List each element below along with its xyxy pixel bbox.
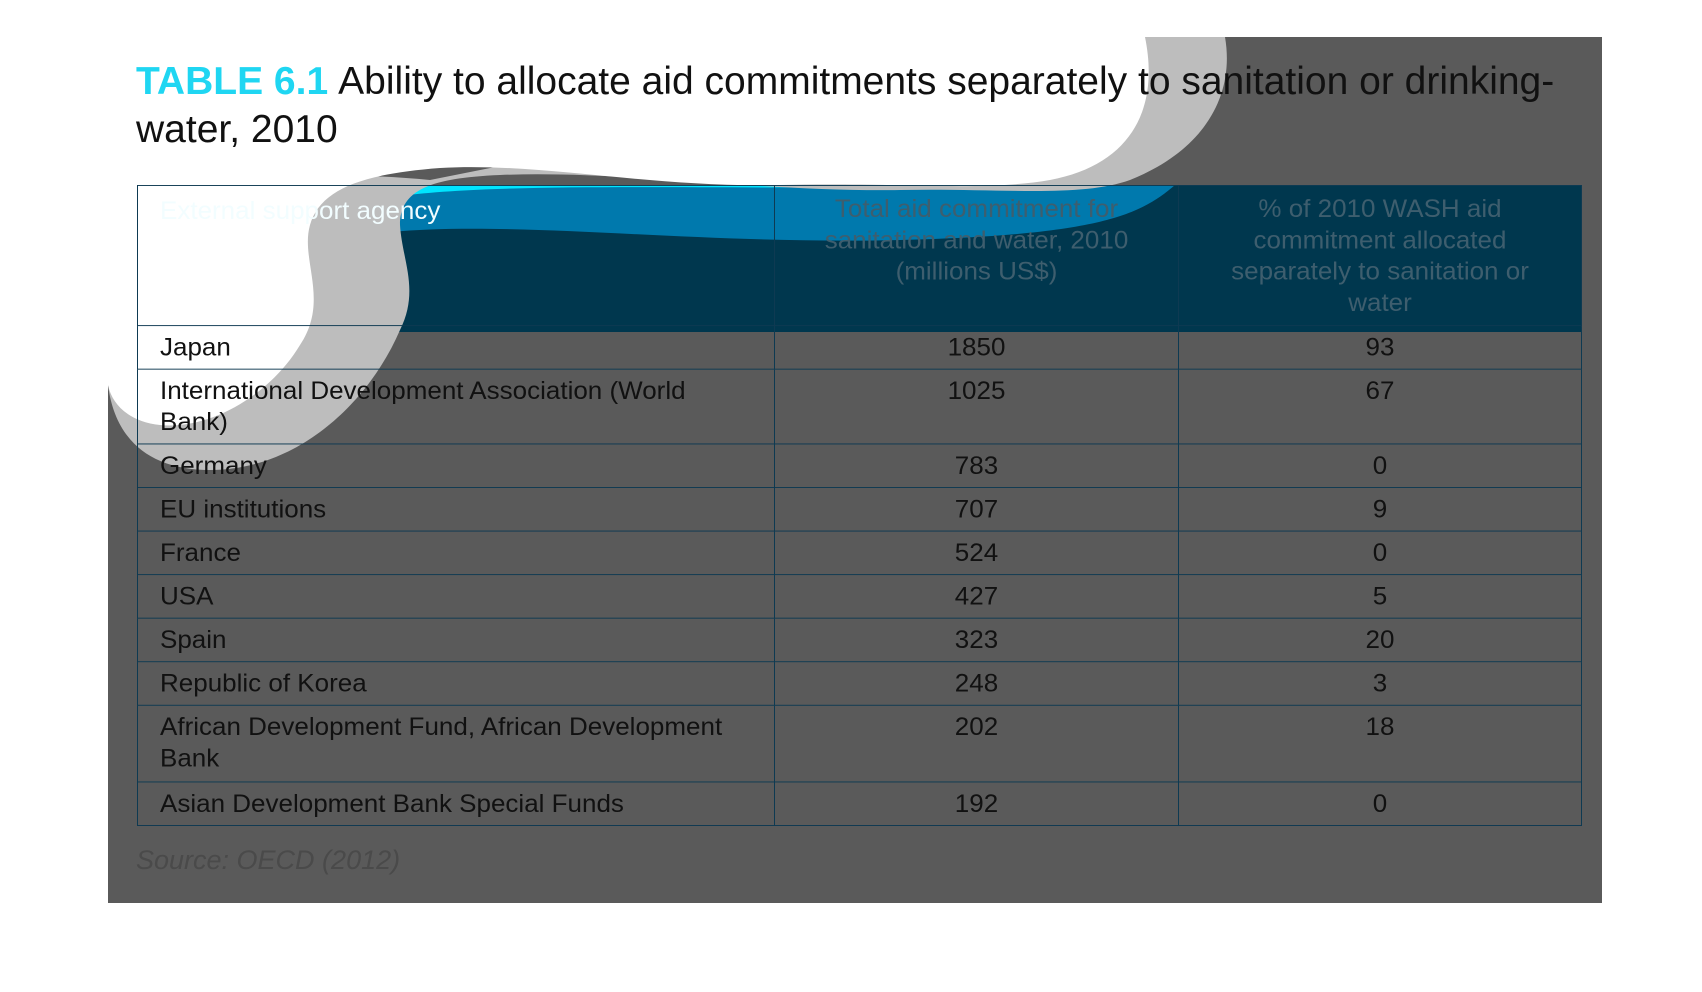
agency-cell: Germany	[138, 444, 775, 488]
total-aid-cell: 783	[775, 444, 1179, 488]
total-aid-cell: 1025	[775, 369, 1179, 444]
table-row	[138, 662, 1582, 706]
total-aid-cell: 202	[775, 705, 1179, 782]
agency-cell: Asian Development Bank Special Funds	[138, 782, 775, 826]
table-number: TABLE 6.1	[136, 60, 329, 103]
table-row	[138, 444, 1582, 488]
header-agency: External support agency	[138, 185, 775, 325]
table-caption: Ability to allocate aid commitments separately to sanitation or drinking-water, 2010	[136, 60, 1555, 151]
agency-cell: Japan	[138, 326, 775, 370]
total-aid-cell: 248	[775, 662, 1179, 706]
percent-cell: 3	[1179, 662, 1582, 706]
table-title	[136, 58, 1586, 154]
total-aid-cell: 707	[775, 488, 1179, 532]
percent-cell: 93	[1179, 326, 1582, 370]
percent-cell: 67	[1179, 369, 1582, 444]
agency-cell: EU institutions	[138, 488, 775, 532]
percent-cell: 0	[1179, 782, 1582, 826]
total-aid-cell: 1850	[775, 326, 1179, 370]
table-row	[138, 531, 1582, 575]
agency-cell: International Development Association (World Bank)	[138, 369, 775, 444]
total-aid-cell: 427	[775, 575, 1179, 619]
agency-cell: Republic of Korea	[138, 662, 775, 706]
agency-cell: African Development Fund, African Development Bank	[138, 705, 775, 782]
table-row	[138, 326, 1582, 370]
agency-cell: Spain	[138, 618, 775, 662]
agency-cell: USA	[138, 575, 775, 619]
source-note: Source: OECD (2012)	[136, 845, 401, 875]
total-aid-cell: 323	[775, 618, 1179, 662]
table-header-row	[138, 185, 1582, 325]
percent-cell: 5	[1179, 575, 1582, 619]
table-row	[138, 488, 1582, 532]
table-row	[138, 782, 1582, 826]
header-total-aid: Total aid commitment for sanitation and water, 2010 (millions US$)	[775, 185, 1179, 325]
table-row	[138, 618, 1582, 662]
total-aid-cell: 192	[775, 782, 1179, 826]
table-row	[138, 369, 1582, 444]
table-row	[138, 575, 1582, 619]
table-row	[138, 705, 1582, 782]
aid-commitments-table	[137, 185, 1582, 826]
percent-cell: 18	[1179, 705, 1582, 782]
percent-cell: 9	[1179, 488, 1582, 532]
percent-cell: 20	[1179, 618, 1582, 662]
percent-cell: 0	[1179, 444, 1582, 488]
percent-cell: 0	[1179, 531, 1582, 575]
header-percent-allocated: % of 2010 WASH aid commitment allocated separately to sanitation or water	[1179, 185, 1582, 325]
agency-cell: France	[138, 531, 775, 575]
total-aid-cell: 524	[775, 531, 1179, 575]
